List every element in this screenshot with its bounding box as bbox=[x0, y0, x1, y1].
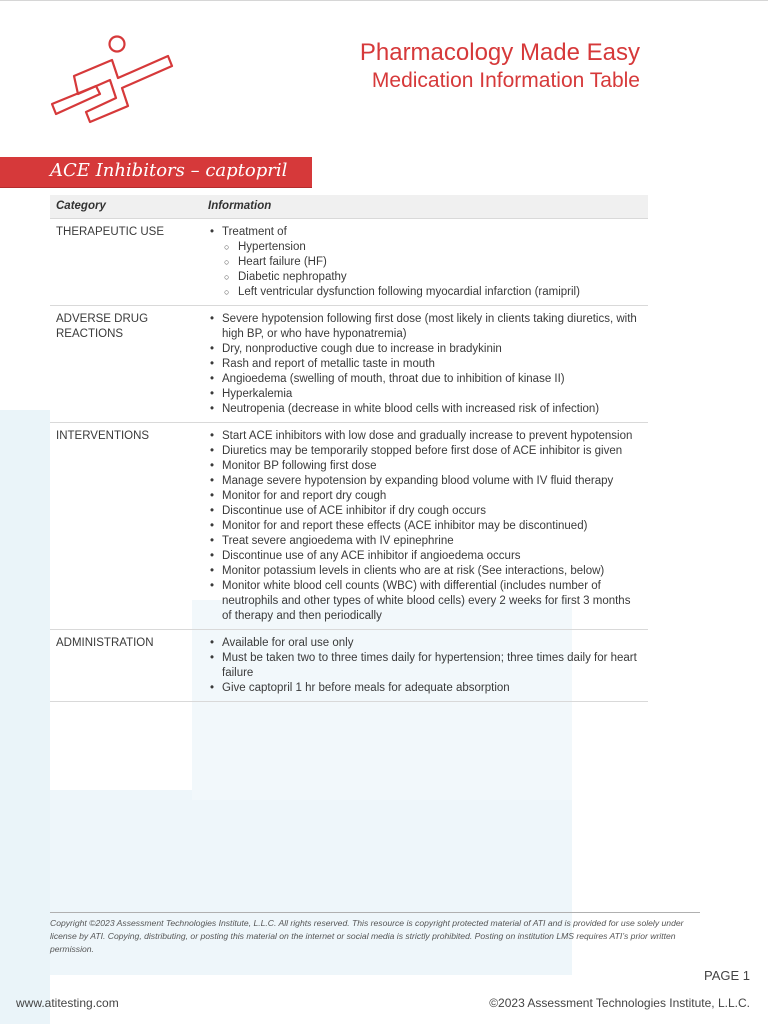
section-ribbon bbox=[0, 157, 312, 188]
list-item: • Monitor BP following first dose bbox=[208, 459, 642, 474]
row-category: THERAPEUTIC USE bbox=[50, 219, 202, 306]
list-item: • Manage severe hypotension by expanding blood volume with IV fluid therapy bbox=[208, 474, 642, 489]
list-item: • Start ACE inhibitors with low dose and gradually increase to prevent hypotension bbox=[208, 429, 642, 444]
row-category: INTERVENTIONS bbox=[50, 423, 202, 630]
list-item: • Angioedema (swelling of mouth, throat due to inhibition of kinase II) bbox=[208, 372, 642, 387]
sub-list-item: ○ Heart failure (HF) bbox=[222, 255, 642, 270]
list-item: • Monitor potassium levels in clients who are at risk (See interactions, below) bbox=[208, 564, 642, 579]
info-list bbox=[208, 312, 642, 417]
sub-list-item: ○ Left ventricular dysfunction following myocardial infarction (ramipril) bbox=[222, 285, 642, 300]
list-item: • Give captopril 1 hr before meals for adequate absorption bbox=[208, 681, 642, 696]
row-category: ADMINISTRATION bbox=[50, 630, 202, 702]
ati-logo-icon bbox=[44, 32, 174, 124]
company-copyright: ©2023 Assessment Technologies Institute, L.L.C. bbox=[489, 996, 750, 1010]
row-information bbox=[202, 306, 648, 423]
table-row bbox=[50, 423, 648, 630]
top-rule bbox=[0, 0, 768, 27]
list-item: • Discontinue use of any ACE inhibitor if angioedema occurs bbox=[208, 549, 642, 564]
list-item: • Dry, nonproductive cough due to increase in bradykinin bbox=[208, 342, 642, 357]
document-title: Pharmacology Made Easy bbox=[359, 39, 640, 66]
info-list bbox=[208, 225, 642, 300]
copyright-notice: Copyright ©2023 Assessment Technologies Institute, L.L.C. All rights reserved. This resource is copyright protected material of ATI and is provided for use solely under license by ATI. Copying, distributing, or posting this material on the internet or social media is strictly prohibited. Posting on institution LMS requires ATI’s prior written permission. bbox=[50, 912, 700, 956]
list-item: • Neutropenia (decrease in white blood cells with increased risk of infection) bbox=[208, 402, 642, 417]
medication-table bbox=[50, 195, 648, 702]
column-header-category: Category bbox=[50, 195, 202, 219]
row-information bbox=[202, 219, 648, 306]
list-item: • Discontinue use of ACE inhibitor if dry cough occurs bbox=[208, 504, 642, 519]
row-category: ADVERSE DRUG REACTIONS bbox=[50, 306, 202, 423]
list-item: • Monitor white blood cell counts (WBC) with differential (includes number of neutrophils and other types of white blood cells) every 2 weeks for first 3 months of therapy and then periodically bbox=[208, 579, 642, 624]
document-header bbox=[360, 38, 640, 94]
sub-list-item: ○ Diabetic nephropathy bbox=[222, 270, 642, 285]
list-item: • Diuretics may be temporarily stopped before first dose of ACE inhibitor is given bbox=[208, 444, 642, 459]
sub-list bbox=[222, 240, 642, 300]
row-information bbox=[202, 630, 648, 702]
list-item-text: Treatment of bbox=[222, 226, 287, 238]
website-link[interactable]: www.atitesting.com bbox=[16, 996, 119, 1010]
table-row bbox=[50, 306, 648, 423]
list-item: • Severe hypotension following first dose (most likely in clients taking diuretics, with high BP, or who have hyponatremia) bbox=[208, 312, 642, 342]
info-list bbox=[208, 429, 642, 624]
column-header-information: Information bbox=[202, 195, 648, 219]
document-subtitle: Medication Information Table bbox=[371, 69, 640, 92]
list-item: • Hyperkalemia bbox=[208, 387, 642, 402]
table-row bbox=[50, 630, 648, 702]
section-title: ACE Inhibitors – captopril bbox=[50, 160, 288, 181]
background-block bbox=[0, 410, 50, 1024]
list-item: • Monitor for and report these effects (ACE inhibitor may be discontinued) bbox=[208, 519, 642, 534]
info-list bbox=[208, 636, 642, 696]
list-item bbox=[208, 225, 642, 300]
table-header-row bbox=[50, 195, 648, 219]
list-item: • Monitor for and report dry cough bbox=[208, 489, 642, 504]
list-item: • Must be taken two to three times daily for hypertension; three times daily for heart failure bbox=[208, 651, 642, 681]
table-row bbox=[50, 219, 648, 306]
list-item: • Rash and report of metallic taste in mouth bbox=[208, 357, 642, 372]
page-number: PAGE 1 bbox=[703, 968, 750, 983]
row-information bbox=[202, 423, 648, 630]
list-item: • Available for oral use only bbox=[208, 636, 642, 651]
list-item: • Treat severe angioedema with IV epinephrine bbox=[208, 534, 642, 549]
sub-list-item: ○ Hypertension bbox=[222, 240, 642, 255]
